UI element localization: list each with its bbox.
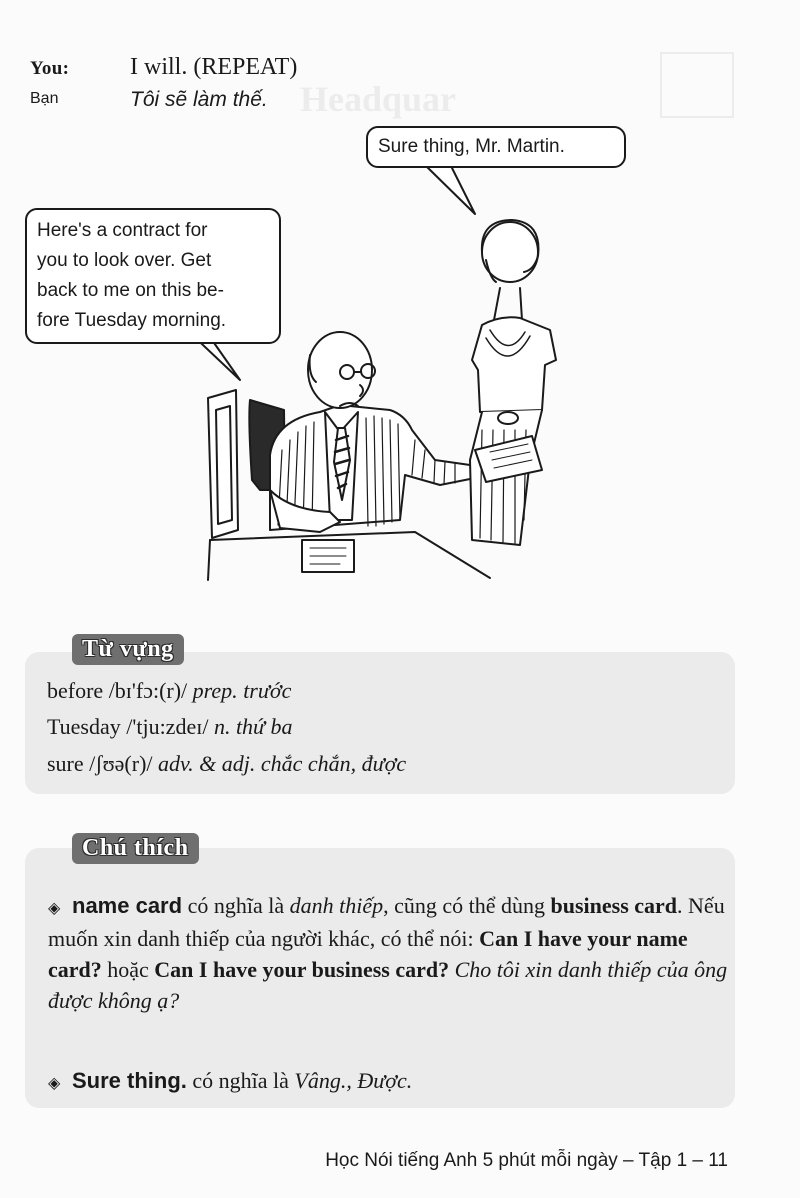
vocab-meaning: trước (243, 678, 292, 703)
note-name-card (48, 890, 728, 1016)
note-term: Sure thing. (72, 1068, 187, 1093)
note-bold: business card (550, 893, 678, 918)
note-italic: danh thiếp (289, 893, 384, 918)
note-bold: Can I have your business card? (154, 957, 450, 982)
vocab-pos: prep. (192, 678, 238, 703)
note-text: có nghĩa là (182, 893, 290, 918)
note-text: . Nếu muốn xin danh thiếp của người khác, có thể nói: (48, 893, 725, 951)
note-text: , cũng có thể dùng (383, 893, 551, 918)
vocab-ipa: /'tju:zdeɪ/ (126, 714, 209, 739)
diamond-bullet-icon: ◈ (48, 898, 61, 917)
note-text: có nghĩa là (186, 1068, 295, 1093)
speech-bubble-woman: Sure thing, Mr. Martin. (366, 126, 626, 168)
note-italic: Cho tôi xin danh thiếp của ông được không ạ? (48, 957, 728, 1013)
note-text: hoặc (101, 957, 155, 982)
vocab-word: before (47, 678, 104, 703)
speaker-ban-line: Tôi sẽ làm thế. (130, 88, 268, 111)
notes-heading: Chú thích (72, 833, 199, 864)
vocab-meaning: thứ ba (235, 714, 293, 739)
vocab-heading: Từ vựng (72, 634, 184, 665)
page-footer: Học Nói tiếng Anh 5 phút mỗi ngày – Tập 1 – 11 (325, 1150, 728, 1171)
vocab-word: sure (47, 751, 84, 776)
speaker-you-line: I will. (REPEAT) (130, 54, 298, 80)
speaker-you-label: You: (30, 58, 70, 79)
bleed-through-heading: Headquar (300, 79, 457, 119)
note-bold: Can I have your name card? (48, 926, 688, 982)
bleed-through-box (660, 52, 734, 118)
speaker-ban-label: Bạn (30, 90, 59, 107)
vocab-ipa: /bɪ'fɔ:(r)/ (108, 678, 188, 703)
diamond-bullet-icon: ◈ (48, 1073, 61, 1092)
note-term: name card (72, 893, 183, 918)
speech-bubble-man: Here's a contract for you to look over. Get back to me on this be- fore Tuesday morning. (25, 208, 281, 344)
vocab-row-before (47, 678, 291, 704)
vocab-ipa: /ʃʊə(r)/ (89, 751, 153, 776)
note-italic: Vâng., Được. (294, 1068, 413, 1093)
note-sure-thing (48, 1065, 728, 1098)
vocab-pos: n. (213, 714, 231, 739)
vocab-row-sure (47, 751, 406, 777)
vocab-row-tuesday (47, 714, 293, 740)
vocab-word: Tuesday (47, 714, 121, 739)
vocab-meaning: chắc chắn, được (260, 751, 407, 776)
vocab-pos: adv. & adj. (158, 751, 256, 776)
